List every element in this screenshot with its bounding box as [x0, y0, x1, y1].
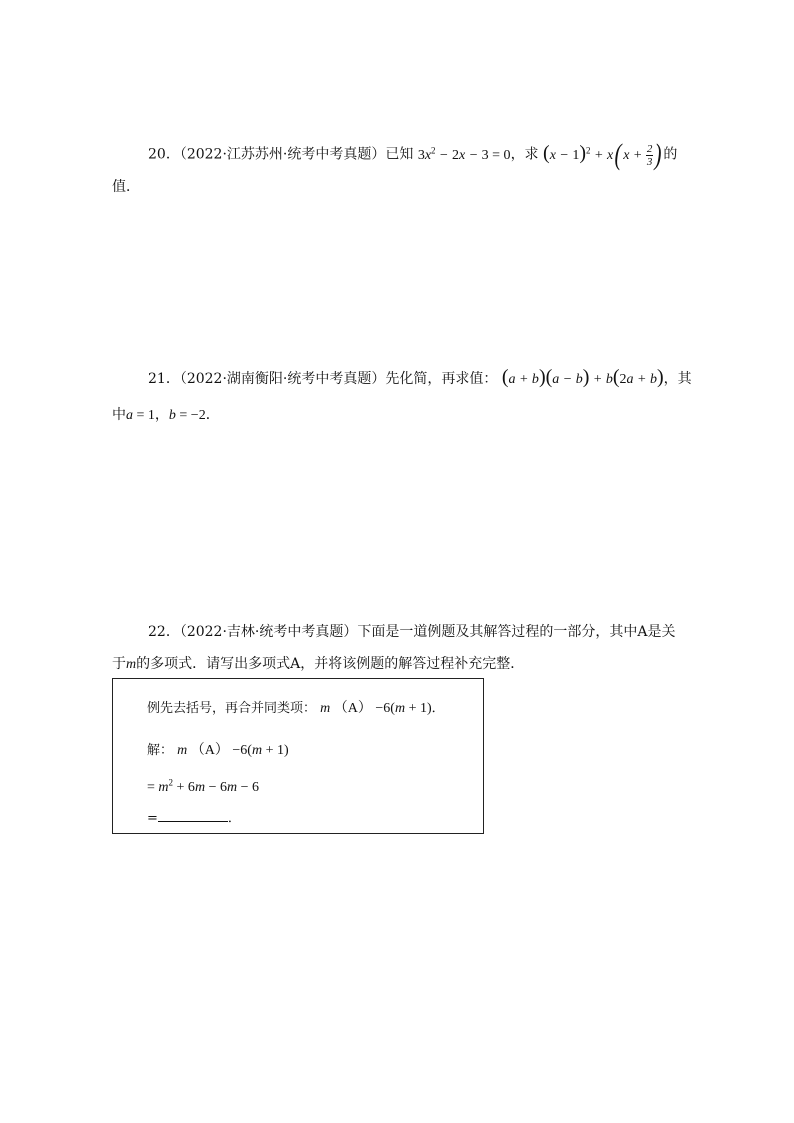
- q21-line2-prefix: 中: [112, 407, 126, 423]
- example-label: 例先去括号，再合并同类项：: [147, 701, 317, 716]
- q21-text-after: ，其: [663, 371, 692, 387]
- q22-line2-text: 的多项式．请写出多项式A，并将该例题的解答过程补充完整．: [136, 656, 525, 672]
- q21-text-before: 先化简，再求值：: [385, 371, 498, 387]
- q21-line1: [148, 367, 692, 390]
- q22-number: 22．: [148, 624, 180, 640]
- solution-step2: [147, 807, 241, 826]
- q20-text-after: 的: [663, 146, 678, 163]
- q21-source: （2022·湖南衡阳·统考中考真题）: [179, 371, 386, 387]
- q22-line2-prefix: 于: [112, 656, 126, 672]
- q21-expression: (a + b)(a − b) + b(2a + b): [501, 366, 664, 388]
- answer-blank: [158, 809, 228, 822]
- q21-cond-b: b = −2: [168, 408, 206, 423]
- q20-text-mid: ，求: [510, 146, 539, 163]
- q20-line2: 值．: [112, 179, 140, 195]
- q22-line2: [112, 654, 524, 675]
- q22-text-line1: 下面是一道例题及其解答过程的一部分，其中A是关: [357, 624, 676, 640]
- q21-number: 21．: [148, 371, 180, 387]
- q22-line1: [148, 622, 675, 642]
- q21-sep: ，: [154, 407, 169, 423]
- solution-line: [147, 739, 289, 759]
- solution-label: 解：: [147, 743, 174, 758]
- step2-prefix: =: [147, 811, 158, 826]
- q20-text-before: 已知: [385, 146, 414, 163]
- q22-example-box: [112, 678, 484, 834]
- solution-expr: m （A） −6(m + 1): [177, 743, 289, 758]
- q20-line1: [148, 138, 678, 172]
- step2-end: ．: [227, 811, 241, 826]
- example-expr: m （A） −6(m + 1): [320, 701, 432, 716]
- q21-end: ．: [205, 407, 220, 423]
- q21-line2: [112, 405, 220, 426]
- example-end: ．: [431, 701, 445, 716]
- q22-var-m: m: [126, 657, 137, 672]
- q20-number: 20．: [148, 146, 180, 163]
- solution-step1: = $m^2 + 6m - 6m - 6$: [147, 777, 259, 795]
- q20-source: （2022·江苏苏州·统考中考真题）: [179, 146, 386, 163]
- q22-source: （2022·吉林·统考中考真题）: [179, 624, 358, 640]
- q21-cond-a: a = 1: [126, 408, 155, 423]
- example-line: [147, 697, 445, 717]
- q20-expression: $(x - 1)^2 + x$( x + $\frac{2}{3}$ ): [543, 138, 662, 172]
- q20-equation: $3x^2 - 2x - 3 = 0$: [417, 145, 511, 163]
